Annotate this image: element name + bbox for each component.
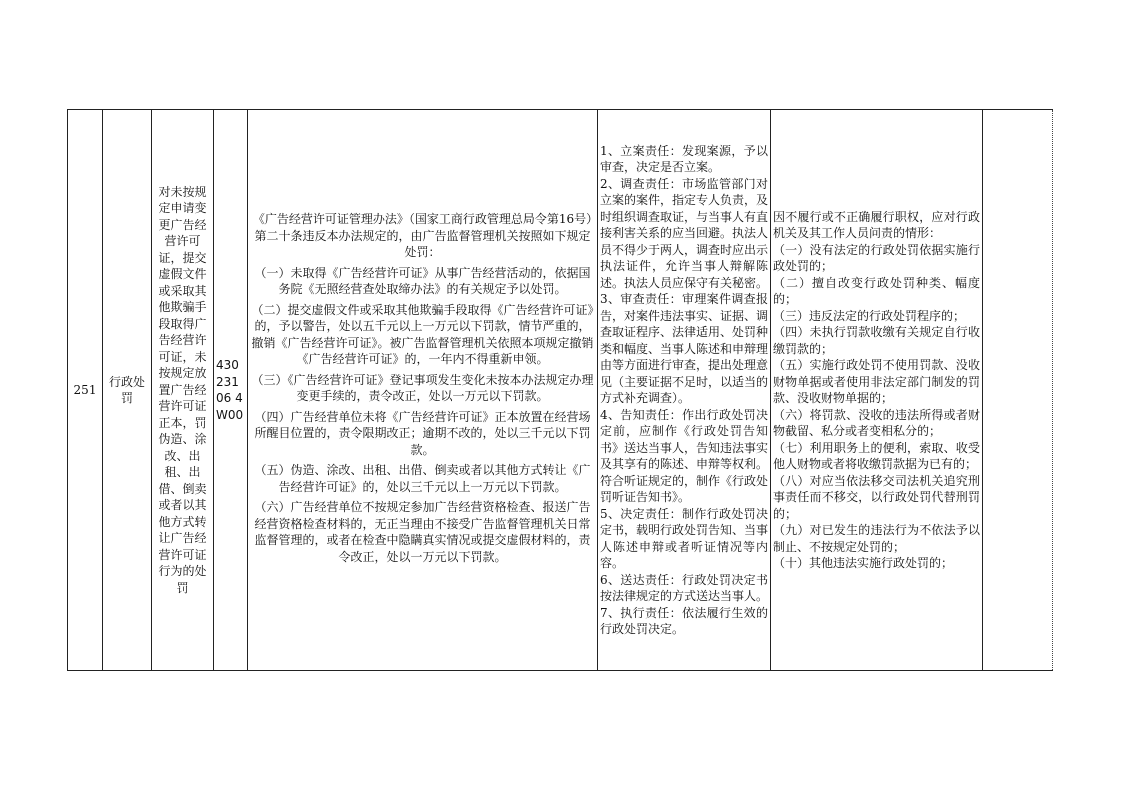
item-code: 43023106 4W00 (214, 110, 248, 671)
accountability-item: （八）对应当依法移交司法机关追究刑事责任而不移交，以行政处罚代替刑罚的； (773, 473, 980, 521)
power-list-table (67, 109, 1053, 671)
basis-paragraph: （二）提交虚假文件或采取其他欺骗手段取得《广告经营许可证》的，予以警告，处以五千元以上一万元以下罚款，情节严重的，撤销《广告经营许可证》。被广告监督管理机关依照本项规定撤销《广告经营许可证》的，一年内不得重新申领。 (251, 302, 594, 366)
accountability-item: （二）擅自改变行政处罚种类、幅度的； (773, 275, 980, 306)
basis-paragraph: （四）广告经营单位未将《广告经营许可证》正本放置在经营场所醒目位置的，责令限期改正；逾期不改的，处以三千元以下罚款。 (254, 409, 591, 457)
basis-paragraph: 《广告经营许可证管理办法》（国家工商行政管理总局令第16号）第二十条违反本办法规定的，由广告监督管理机关按照如下规定处罚： (252, 212, 593, 259)
accountability-cases (771, 110, 983, 671)
accountability-item: （三）违反法定的行政处罚程序的； (773, 308, 966, 323)
row-number: 251 (68, 110, 103, 671)
accountability-item: 因不履行或不正确履行职权，应对行政机关及其工作人员问责的情形： (773, 209, 980, 240)
responsibility-item: 5、决定责任：制作行政处罚决定书，载明行政处罚告知、当事人陈述申辩或者听证情况等内容。 (600, 506, 769, 570)
responsibility-item: 2、调查责任：市场监管部门对立案的案件，指定专人负责，及时组织调查取证，与当事人有直接利害关系的应当回避。执法人员不得少于两人，调查时应出示执法证件，允许当事人辩解陈述。执法人员应保守有关秘密。 (600, 176, 769, 290)
responsibility-items (598, 110, 771, 671)
responsibility-item: 3、审查责任：审理案件调查报告，对案件违法事实、证据、调查取证程序、法律适用、处罚种类和幅度、当事人陈述和申辩理由等方面进行审查，提出处理意见（主要证据不足时，以适当的方式补充调查）。 (600, 292, 769, 405)
basis-paragraph: （三）《广告经营许可证》登记事项发生变化未按本办法规定办理变更手续的，责令改正，处以一万元以下罚款。 (251, 372, 594, 403)
remarks-cell (983, 110, 1053, 671)
accountability-item: （十）其他违法实施行政处罚的； (773, 556, 954, 570)
accountability-item: （五）实施行政处罚不使用罚款、没收财物单据或者使用非法定部门制发的罚款、没收财物单据的； (773, 358, 980, 405)
basis-paragraph: （五）伪造、涂改、出租、出借、倒卖或者以其他方式转让《广告经营许可证》的，处以三千元以上一万元以下罚款。 (254, 463, 591, 494)
responsibility-item: 7、执行责任：依法履行生效的行政处罚决定。 (600, 605, 768, 636)
responsibility-item: 4、告知责任：作出行政处罚决定前，应制作《行政处罚告知书》送达当事人，告知违法事实及其享有的陈述、申辩等权利。符合听证规定的，制作《行政处罚听证告知书》。 (600, 407, 769, 504)
basis-paragraph: （六）广告经营单位不按规定参加广告经营资格检查、报送广告经营资格检查材料的，无正当理由不接受广告监督管理机关日常监督管理的，或者在检查中隐瞒真实情况或提交虚假材料的，责令改正，处以一万元以下罚款。 (254, 500, 591, 564)
responsibility-item: 6、送达责任：行政处罚决定书按法律规定的方式送达当事人。 (600, 572, 769, 603)
accountability-item: （九）对已发生的违法行为不依法予以制止、不按规定处罚的； (773, 523, 980, 554)
accountability-item: （六）将罚款、没收的违法所得或者财物截留、私分或者变相私分的； (773, 407, 980, 438)
basis-paragraph: （一）未取得《广告经营许可证》从事广告经营活动的，依据国务院《无照经营查处取缔办法》的有关规定予以处罚。 (254, 265, 591, 296)
item-name: 对未按规定申请变更广告经营许可证，提交虚假文件或采取其他欺骗手段取得广告经营许可证，未按规定放置广告经营许可证正本，罚伪造、涂改、出租、出借、倒卖或者以其他方式转让广告经营许可证行为的处罚 (152, 110, 214, 671)
responsibility-item: 1、立案责任：发现案源，予以审查，决定是否立案。 (600, 143, 768, 174)
table-row (68, 110, 1053, 671)
accountability-item: （四）未执行罚款收缴有关规定自行收缴罚款的； (773, 325, 980, 356)
accountability-item: （一）没有法定的行政处罚依据实施行政处罚的； (773, 242, 980, 273)
power-category: 行政处罚 (103, 110, 152, 671)
legal-basis (248, 110, 598, 671)
accountability-item: （七）利用职务上的便利，索取、收受他人财物或者将收缴罚款据为已有的； (773, 440, 980, 471)
